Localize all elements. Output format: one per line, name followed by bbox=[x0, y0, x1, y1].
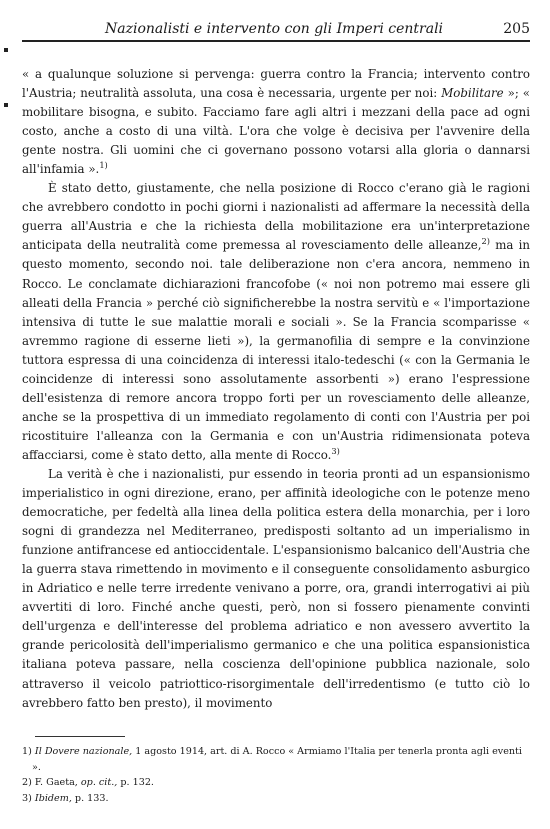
header-rule bbox=[22, 40, 530, 42]
italic-text: Il Dovere nazionale, bbox=[34, 746, 133, 757]
text-run: La verità è che i nazionalisti, pur essendo in teoria pronti ad un espansionismo imperialistico in ogni direzione, erano, per affinità ideologiche con le potenze meno democratiche, per fedeltà alla linea della politica estera della monarchia, per i loro sogni di grandezza nel Mediterraneo, predisposti soltanto ad un imperialismo in funzione antifrancese ed antioccidentale. L'espansionismo balcanico dell'Austria che la guerra stava rimettendo in movimento e il conseguente consolidamento asburgico in Adriatico e nelle terre irredente venivano a porre, ora, grandi interrogativi ai più avvertiti di loro. Finché anche questi, però, non si fossero pienamente convinti dell'urgenza e dell'interesse del problema adriatico e non avessero avvertito la grande pericolosità dell'imperialismo germanico e che una politica espansionistica italiana poteva passare, nella coscienza dell'opinione pubblica nazionale, solo attraverso il veicolo patriottico-risorgimentale dell'irredentismo (e tutto ciò lo avrebbero fatto ben presto), il movimento bbox=[22, 466, 530, 710]
footnote bbox=[22, 791, 530, 807]
page-number: 205 bbox=[503, 21, 530, 37]
running-title: Nazionalisti e intervento con gli Imperi centrali bbox=[105, 21, 444, 37]
margin-mark bbox=[4, 103, 8, 107]
body-text bbox=[22, 65, 530, 713]
text-run: p. 133. bbox=[71, 793, 109, 805]
italic-text: op. cit., bbox=[80, 777, 118, 789]
italic-text: Mobilitare bbox=[441, 86, 504, 101]
text-run: p. 132. bbox=[117, 777, 154, 789]
margin-mark bbox=[4, 48, 8, 52]
text-run: ma in questo momento, secondo noi. tale deliberazione non c'era ancora, nemmeno in Rocco. Le conclamate dichiarazioni francofobe (« noi non potremo mai essere gli alleati della Francia » perché ciò significherebbe la nostra servitù e « l'importazione intensiva di tutte le sue malattie morali e sociali ». Se la Francia scomparisse « avremmo ragione di esserne lieti »), la germanofilia di sempre e la convinzione tuttora espressa di una coincidenza di interessi italo-tedeschi (« con la Germania le coincidenze di interessi sono assolutamente assorbenti ») erano l'espressione dell'esistenza di remore ancora troppo forti per un rovesciamento delle alleanze, anche se la prospettiva di un immediato regolamento di conti con l'Austria per poi ricostituire l'alleanza con la Germania e con un'Austria ridimensionata poteva affacciarsi, come è stato detto, alla mente di Rocco. bbox=[22, 238, 530, 462]
footnote bbox=[22, 775, 530, 791]
footnote bbox=[22, 744, 530, 775]
text-run: È stato detto, giustamente, che nella posizione di Rocco c'erano già le ragioni che avrebbero condotto in pochi giorni i nazionalisti ad affermare la necessità della guerra all'Austria e che la richiesta della mobilitazione era un'interpretazione anticipata della neutralità come premessa al rovesciamento delle alleanze, bbox=[22, 181, 530, 253]
text-run: 1 agosto 1914, art. di A. Rocco « Armiamo l'Italia per tenerla pronta agli eventi ». bbox=[32, 746, 522, 773]
text-run: »; « mobilitare bisogna, e subito. Facciamo fare agli altri i mezzani della pace ad ogni costo, anche a costo di una viltà. L'ora che volge è decisiva per l'avvenire della gente nostra. Gli uomini che ci governano possono votarsi alla gloria o dannarsi all'infamia ». bbox=[22, 86, 530, 177]
footnote-marker: 2) bbox=[481, 236, 490, 247]
text-run: 1) bbox=[22, 746, 35, 757]
paragraph bbox=[22, 179, 530, 465]
paragraph bbox=[22, 65, 530, 179]
footnote-rule bbox=[35, 736, 125, 737]
text-run: « a qualunque soluzione si pervenga: guerra contro la Francia; intervento contro l'Austria; neutralità assoluta, una cosa è necessaria, urgente per noi: bbox=[22, 67, 530, 101]
text-run: 3) bbox=[22, 793, 35, 805]
text-run: 2) F. Gaeta, bbox=[22, 777, 81, 789]
footnote-marker: 1) bbox=[99, 160, 108, 171]
footnotes bbox=[22, 744, 530, 807]
paragraph bbox=[22, 465, 530, 713]
footnote-marker: 3) bbox=[331, 446, 340, 457]
italic-text: Ibidem, bbox=[34, 793, 72, 805]
